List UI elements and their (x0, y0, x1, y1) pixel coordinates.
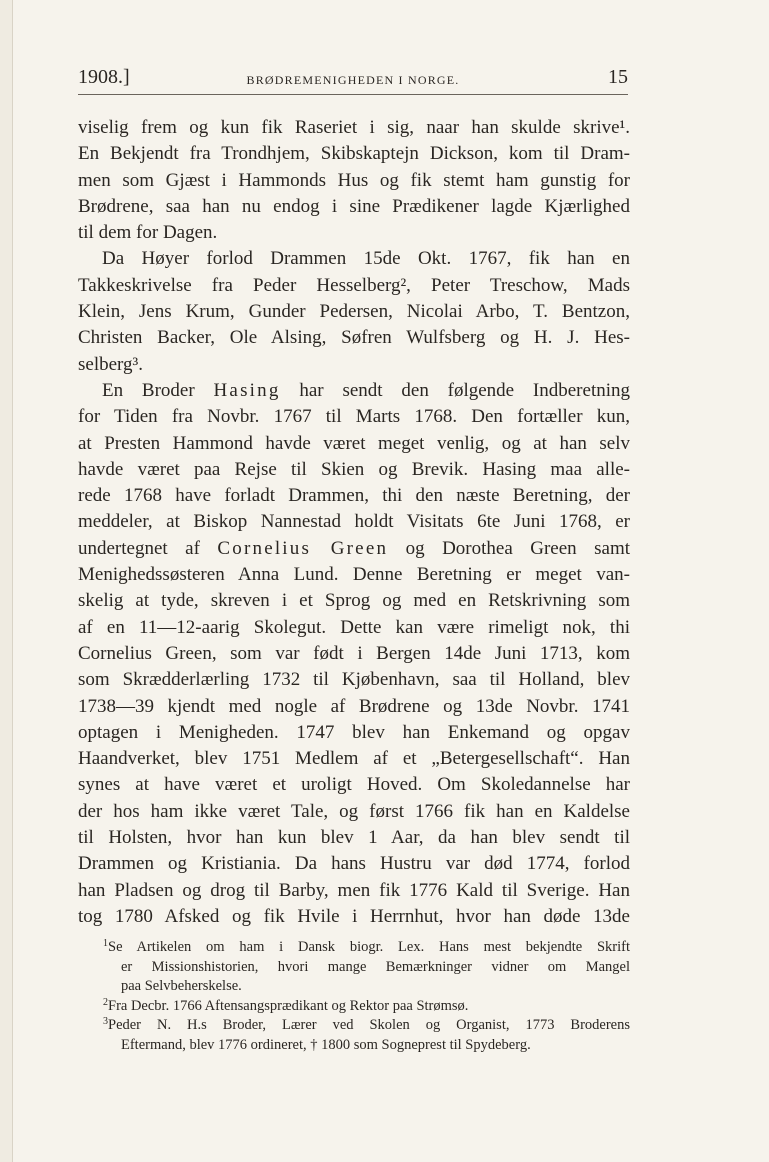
text-line: rede 1768 have forladt Drammen, thi den næste Beretning, der (78, 485, 630, 507)
text-line: han Pladsen og drog til Barby, men fik 1776 Kald til Sverige. Han (78, 879, 630, 901)
text-line: havde været paa Rejse til Skien og Brevik. Hasing maa alle- (78, 458, 630, 480)
text-line (78, 536, 630, 562)
text-line: men som Gjæst i Hammonds Hus og fik stemt ham gunstig for (78, 169, 630, 191)
text-line: af en 11—12-aarig Skolegut. Dette kan være rimeligt nok, thi (78, 616, 630, 638)
footnote-1-line: paa Selvbeherskelse. (121, 978, 242, 994)
footnote-1 (78, 938, 630, 958)
text-line: optagen i Menigheden. 1747 blev han Enkemand og opgav (78, 721, 630, 743)
body-text (78, 115, 630, 930)
text-line: til dem for Dagen. (78, 222, 218, 244)
footnote-1-line: er Missionshistorien, hvori mange Bemærkninger vidner om Mangel (121, 958, 630, 975)
text-segment: har sendt den følgende Indberetning (299, 379, 631, 401)
text-segment: undertegnet af (78, 537, 200, 559)
footnote-text: Se Artikelen om ham i Dansk biogr. Lex. Hans mest bekjendte Skrift (108, 939, 630, 955)
running-head (78, 64, 628, 95)
text-line: meddeler, at Biskop Nannestad holdt Visitats 6te Juni 1768, er (78, 511, 630, 533)
text-line: Menighedssøsteren Anna Lund. Denne Beretning er meget van- (78, 564, 630, 586)
book-page (12, 0, 769, 1162)
text-line: Christen Backer, Ole Alsing, Søfren Wulfsberg og H. J. Hes- (78, 327, 630, 349)
text-line: Cornelius Green, som var født i Bergen 14de Juni 1713, kom (78, 642, 630, 664)
text-line: skelig at tyde, skreven i et Sprog og med en Retskrivning som (78, 590, 630, 612)
text-line: synes at have været et uroligt Hoved. Om Skoledannelse har (78, 774, 630, 796)
text-segment: og Dorothea Green samt (405, 537, 631, 559)
text-line: 1738—39 kjendt med nogle af Brødrene og 13de Novbr. 1741 (78, 695, 630, 717)
text-line: Brødrene, saa han nu endog i sine Prædikener lagde Kjærlighed (78, 195, 630, 217)
text-line: som Skrædderlærling 1732 til Kjøbenhavn, saa til Holland, blev (78, 669, 630, 691)
text-line: Drammen og Kristiania. Da hans Hustru var død 1774, forlod (78, 853, 630, 875)
person-name-hasing: Hasing (213, 379, 281, 401)
footnotes (78, 938, 630, 1055)
page-number: 15 (608, 66, 628, 88)
footnote-text: Fra Decbr. 1766 Aftensangsprædikant og Rektor paa Strømsø. (108, 997, 469, 1014)
text-line: at Presten Hammond havde været meget venlig, og at han selv (78, 432, 630, 454)
text-line: selberg³. (78, 353, 143, 375)
text-line: En Bekjendt fra Trondhjem, Skibskaptejn Dickson, kom til Dram- (78, 143, 630, 165)
text-line: for Tiden fra Novbr. 1767 til Marts 1768. Den fortæller kun, (78, 406, 630, 428)
text-line: tog 1780 Afsked og fik Hvile i Herrnhut, hvor han døde 13de (78, 905, 630, 927)
footnote-mark: 2 (103, 996, 108, 1008)
text-line: til Holsten, hvor han kun blev 1 Aar, da han blev sendt til (78, 827, 630, 849)
text-segment: En Broder (102, 379, 195, 401)
text-line: Takkeskrivelse fra Peder Hesselberg², Peter Treschow, Mads (78, 274, 630, 296)
text-line: der hos ham ikke været Tale, og først 1766 fik han en Kaldelse (78, 800, 630, 822)
text-line: Haandverket, blev 1751 Medlem af et „Betergesellschaft“. Han (78, 748, 630, 770)
header-year: 1908.] (78, 66, 130, 88)
footnote-3 (78, 1016, 630, 1036)
text-line: Da Høyer forlod Drammen 15de Okt. 1767, fik han en (102, 248, 630, 270)
text-line: Klein, Jens Krum, Gunder Pedersen, Nicolai Arbo, T. Bentzon, (78, 301, 630, 323)
footnote-text: Peder N. H.s Broder, Lærer ved Skolen og Organist, 1773 Broderens (108, 1017, 630, 1033)
footnote-mark: 1 (103, 938, 108, 949)
person-name-cornelius-green: Cornelius Green (217, 537, 389, 559)
footnote-mark: 3 (103, 1016, 108, 1027)
text-line: viselig frem og kun fik Raseriet i sig, naar han skulde skrive¹. (78, 117, 630, 138)
footnote-2 (78, 997, 630, 1017)
text-line (78, 378, 630, 404)
footnote-3-line: Eftermand, blev 1776 ordineret, † 1800 som Sogneprest til Spydeberg. (121, 1036, 531, 1053)
header-title: BRØDREMENIGHEDEN I NORGE. (246, 73, 460, 87)
